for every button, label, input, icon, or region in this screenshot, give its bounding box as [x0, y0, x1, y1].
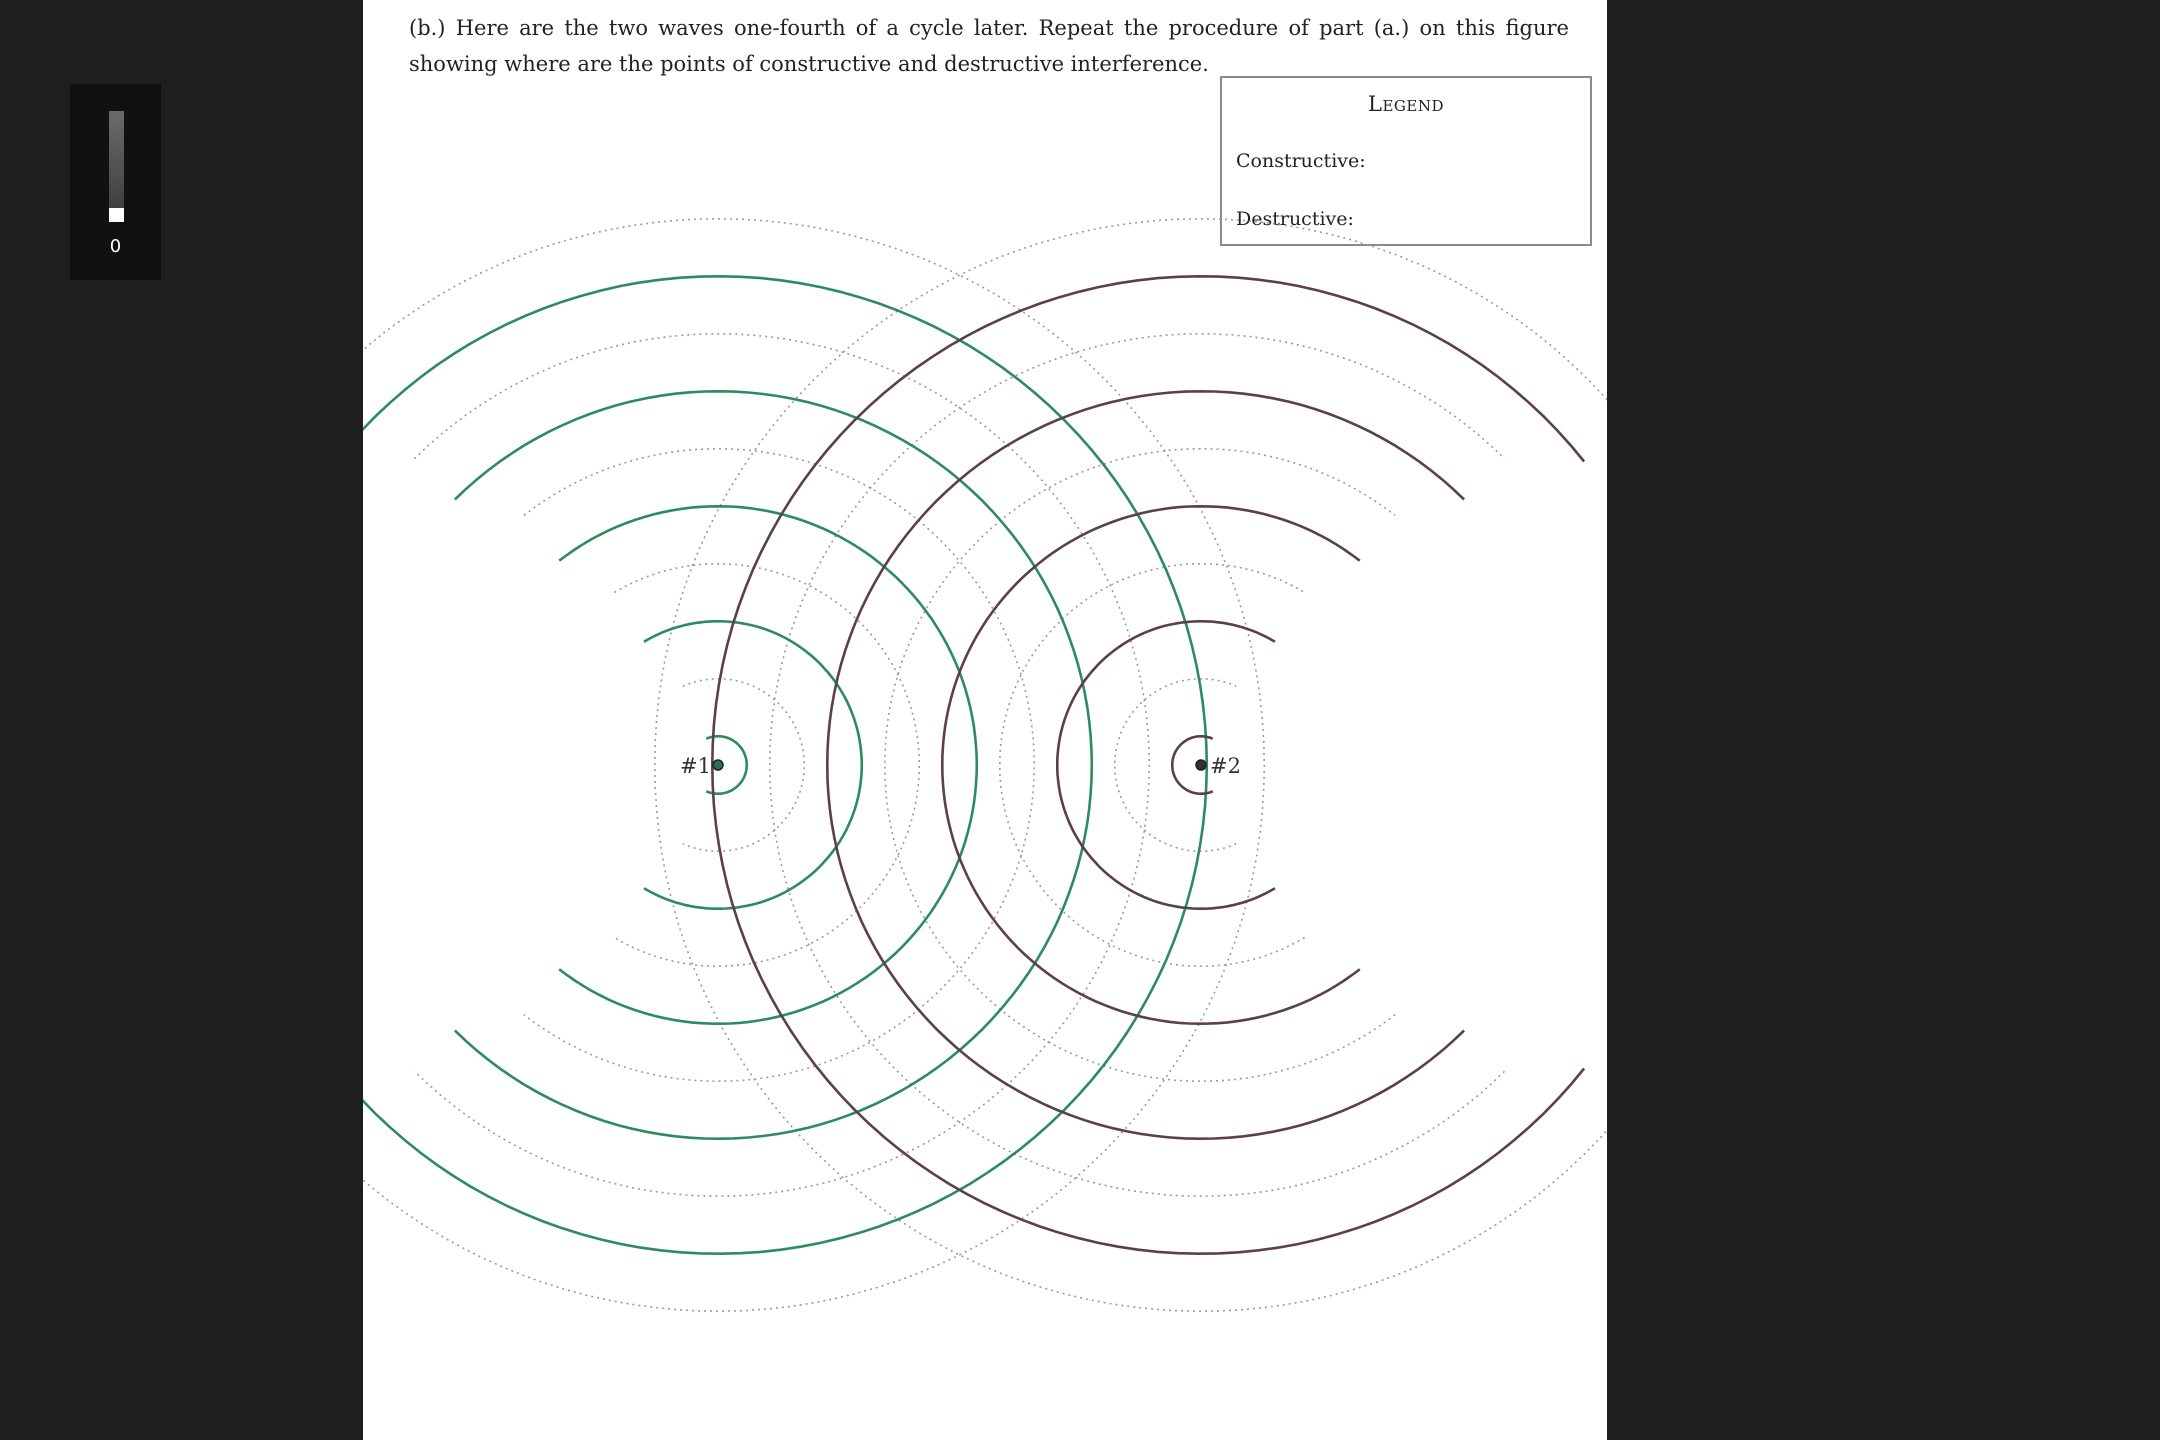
legend-title: Legend — [1368, 92, 1444, 116]
interference-figure — [363, 0, 1607, 1440]
source2-trough-4 — [770, 334, 1505, 1196]
source2-wavefronts — [712, 276, 1584, 1253]
source2-trough-3 — [885, 449, 1395, 1081]
zoom-control[interactable] — [70, 84, 161, 280]
source1-wavefronts — [363, 276, 1207, 1253]
source1-trough-2 — [614, 564, 919, 966]
source2-trough-2 — [1000, 564, 1305, 966]
question-prompt: (b.) Here are the two waves one-fourth of a cycle later. Repeat the procedure of part (a.) on this figure showing where are the points of constructive and destructive interference. — [409, 16, 1569, 76]
source1-crest-5 — [363, 276, 1207, 1253]
source2-crest-4 — [827, 391, 1464, 1138]
zoom-slider-thumb[interactable] — [109, 208, 124, 222]
source1-crest-4 — [455, 391, 1092, 1138]
source-1-label: #1 — [680, 754, 711, 778]
source-2-label: #2 — [1210, 754, 1241, 778]
source2-crest-2 — [1057, 621, 1275, 908]
source2-trough-5 — [655, 219, 1607, 1311]
legend-destructive-label: Destructive: — [1236, 208, 1354, 230]
source1-trough-4 — [415, 334, 1150, 1196]
source1-trough-5 — [363, 219, 1264, 1311]
source-1-dot — [713, 760, 723, 770]
zoom-level-label: 0 — [109, 236, 122, 257]
legend-constructive-label: Constructive: — [1236, 150, 1366, 172]
document-page — [363, 0, 1607, 1440]
source2-crest-3 — [942, 506, 1360, 1023]
source1-trough-3 — [524, 449, 1034, 1081]
source1-crest-3 — [559, 506, 977, 1023]
trough-wavefronts — [363, 219, 1607, 1311]
zoom-slider-track[interactable] — [109, 111, 124, 221]
source-2-dot — [1196, 760, 1206, 770]
source1-crest-2 — [644, 621, 862, 908]
sources — [680, 754, 1241, 778]
source2-crest-5 — [712, 276, 1584, 1253]
